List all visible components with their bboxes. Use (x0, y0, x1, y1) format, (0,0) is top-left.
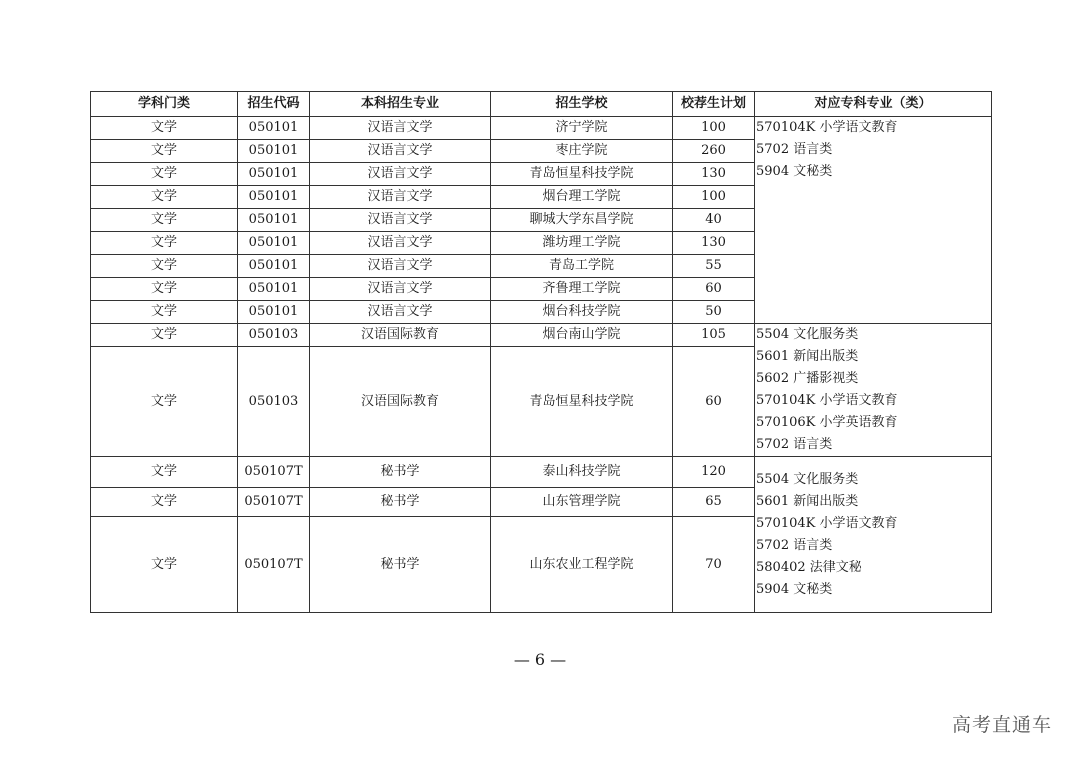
cell-discipline: 文学 (91, 163, 238, 186)
cell-school: 枣庄学院 (491, 140, 673, 163)
cell-school: 青岛工学院 (491, 255, 673, 278)
cell-code: 050101 (238, 301, 310, 324)
cell-school: 青岛恒星科技学院 (491, 163, 673, 186)
page-number: — 6 — (513, 650, 567, 669)
cell-major: 秘书学 (310, 488, 491, 517)
cell-discipline: 文学 (91, 457, 238, 488)
cell-major: 汉语言文学 (310, 255, 491, 278)
cell-major: 汉语言文学 (310, 209, 491, 232)
cell-major: 汉语言文学 (310, 186, 491, 209)
header-major: 本科招生专业 (310, 92, 491, 117)
cell-code: 050103 (238, 347, 310, 457)
cell-school: 潍坊理工学院 (491, 232, 673, 255)
corresponding-item: 5504 文化服务类 (756, 472, 859, 487)
cell-major: 汉语言文学 (310, 117, 491, 140)
corresponding-item: 5702 语言类 (756, 142, 833, 157)
table-row (91, 117, 992, 140)
cell-code: 050101 (238, 232, 310, 255)
corresponding-item: 5904 文秘类 (756, 582, 833, 597)
header-plan: 校荐生计划 (673, 92, 755, 117)
cell-school: 烟台科技学院 (491, 301, 673, 324)
cell-plan: 120 (673, 457, 755, 488)
cell-discipline: 文学 (91, 209, 238, 232)
cell-major: 汉语言文学 (310, 278, 491, 301)
cell-plan: 60 (673, 347, 755, 457)
cell-plan: 105 (673, 324, 755, 347)
cell-corresponding (755, 117, 992, 324)
enrollment-plan-table (90, 91, 992, 613)
cell-school: 泰山科技学院 (491, 457, 673, 488)
cell-discipline: 文学 (91, 186, 238, 209)
cell-plan: 65 (673, 488, 755, 517)
cell-discipline: 文学 (91, 301, 238, 324)
cell-discipline: 文学 (91, 140, 238, 163)
cell-plan: 130 (673, 232, 755, 255)
table-header-row (91, 92, 992, 117)
cell-school: 齐鲁理工学院 (491, 278, 673, 301)
cell-school: 济宁学院 (491, 117, 673, 140)
cell-plan: 100 (673, 117, 755, 140)
cell-school: 山东农业工程学院 (491, 517, 673, 613)
corresponding-item: 5702 语言类 (756, 437, 833, 452)
corresponding-item: 5602 广播影视类 (756, 371, 859, 386)
cell-discipline: 文学 (91, 278, 238, 301)
corresponding-item: 5904 文秘类 (756, 164, 833, 179)
cell-plan: 50 (673, 301, 755, 324)
header-corresponding: 对应专科专业（类） (755, 92, 992, 117)
cell-school: 烟台理工学院 (491, 186, 673, 209)
cell-code: 050103 (238, 324, 310, 347)
cell-major: 汉语国际教育 (310, 347, 491, 457)
cell-school: 山东管理学院 (491, 488, 673, 517)
cell-code: 050101 (238, 209, 310, 232)
cell-discipline: 文学 (91, 488, 238, 517)
cell-plan: 70 (673, 517, 755, 613)
cell-code: 050101 (238, 163, 310, 186)
corresponding-item: 570106K 小学英语教育 (756, 415, 898, 430)
header-discipline: 学科门类 (91, 92, 238, 117)
cell-major: 秘书学 (310, 457, 491, 488)
cell-major: 汉语言文学 (310, 140, 491, 163)
header-school: 招生学校 (491, 92, 673, 117)
cell-major: 汉语国际教育 (310, 324, 491, 347)
cell-code: 050101 (238, 117, 310, 140)
cell-school: 聊城大学东昌学院 (491, 209, 673, 232)
cell-discipline: 文学 (91, 517, 238, 613)
cell-discipline: 文学 (91, 232, 238, 255)
table-row (91, 324, 992, 347)
cell-corresponding (755, 324, 992, 457)
corresponding-item: 5504 文化服务类 (756, 327, 859, 342)
cell-discipline: 文学 (91, 255, 238, 278)
cell-major: 汉语言文学 (310, 163, 491, 186)
corresponding-item: 570104K 小学语文教育 (756, 120, 898, 135)
cell-plan: 130 (673, 163, 755, 186)
corresponding-item: 5702 语言类 (756, 538, 833, 553)
cell-code: 050107T (238, 517, 310, 613)
cell-code: 050101 (238, 278, 310, 301)
corresponding-item: 570104K 小学语文教育 (756, 516, 898, 531)
cell-plan: 40 (673, 209, 755, 232)
corresponding-item: 570104K 小学语文教育 (756, 393, 898, 408)
cell-code: 050101 (238, 140, 310, 163)
table-row (91, 457, 992, 488)
cell-discipline: 文学 (91, 324, 238, 347)
cell-code: 050101 (238, 186, 310, 209)
corresponding-item: 5601 新闻出版类 (756, 349, 859, 364)
cell-code: 050107T (238, 488, 310, 517)
cell-plan: 60 (673, 278, 755, 301)
cell-major: 汉语言文学 (310, 301, 491, 324)
cell-discipline: 文学 (91, 347, 238, 457)
cell-major: 汉语言文学 (310, 232, 491, 255)
cell-plan: 260 (673, 140, 755, 163)
corresponding-item: 5601 新闻出版类 (756, 494, 859, 509)
corresponding-item: 580402 法律文秘 (756, 560, 862, 575)
watermark-text: 高考直通车 (951, 714, 1052, 736)
cell-corresponding (755, 457, 992, 613)
cell-plan: 55 (673, 255, 755, 278)
cell-code: 050107T (238, 457, 310, 488)
cell-plan: 100 (673, 186, 755, 209)
cell-major: 秘书学 (310, 517, 491, 613)
cell-discipline: 文学 (91, 117, 238, 140)
cell-school: 青岛恒星科技学院 (491, 347, 673, 457)
header-code: 招生代码 (238, 92, 310, 117)
cell-school: 烟台南山学院 (491, 324, 673, 347)
cell-code: 050101 (238, 255, 310, 278)
